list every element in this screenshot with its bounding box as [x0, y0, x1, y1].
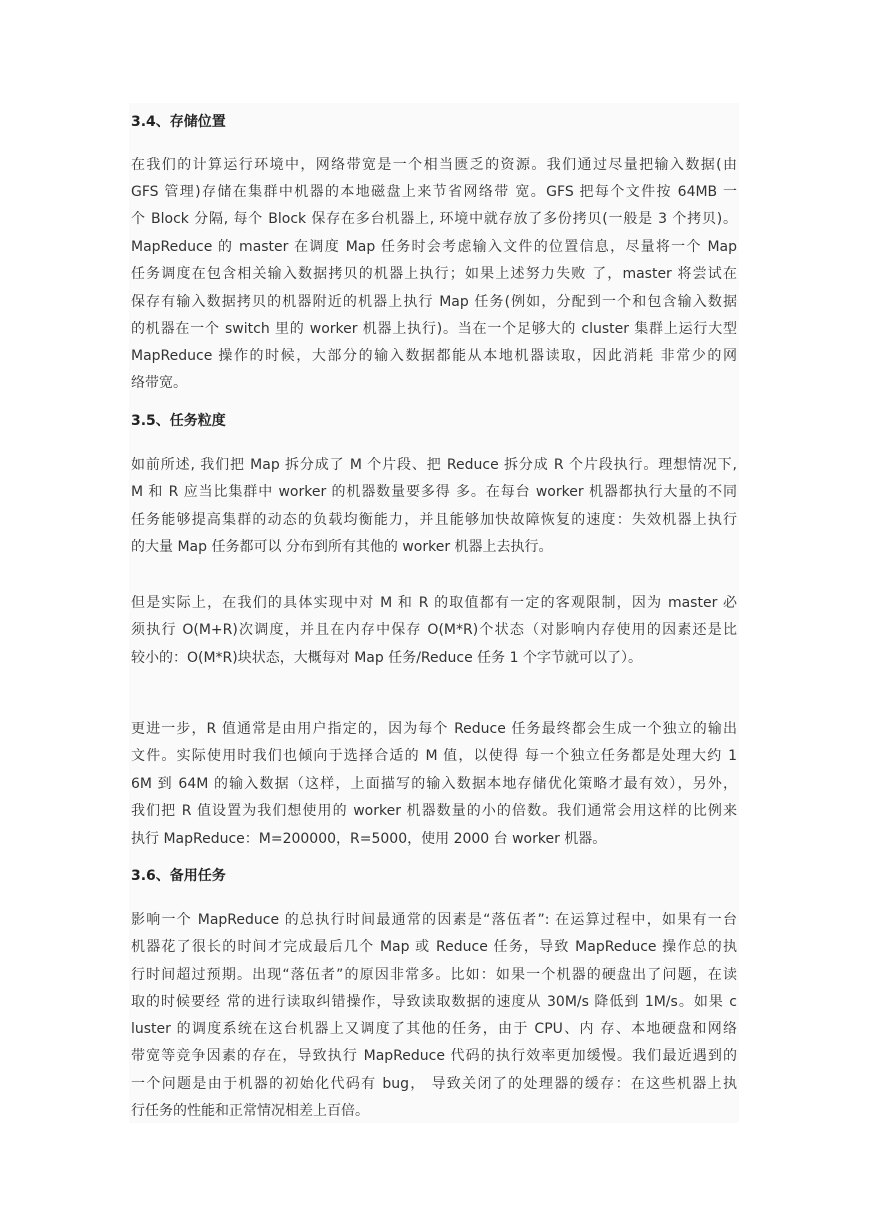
paragraph-line: 机器花了很长的时间才完成最后几个 Map 或 Reduce 任务，导致 MapReduce 操作总的执: [131, 939, 737, 955]
paragraph-line: 如前所述, 我们把 Map 拆分成了 M 个片段、把 Reduce 拆分成 R 个片段执行。理想情况下,: [131, 457, 737, 473]
paragraph-line: 较小的：O(M*R)块状态，大概每对 Map 任务/Reduce 任务 1 个字节就可以了）。: [131, 650, 642, 666]
paragraph-line: GFS 管理)存储在集群中机器的本地磁盘上来节省网络带 宽。GFS 把每个文件按 64MB 一: [131, 184, 737, 200]
paragraph-line: 6M 到 64M 的输入数据（这样，上面描写的输入数据本地存储优化策略才最有效），另外，: [131, 776, 737, 792]
paragraph-line: 任务能够提高集群的动态的负载均衡能力，并且能够加快故障恢复的速度：失效机器上执行: [131, 512, 737, 528]
paragraph-line: 在我们的计算运行环境中，网络带宽是一个相当匮乏的资源。我们通过尽量把输入数据(由: [131, 157, 737, 173]
section-heading-3-5: 3.5、任务粒度: [131, 413, 226, 429]
paragraph-line: 的大量 Map 任务都可以 分布到所有其他的 worker 机器上去执行。: [131, 539, 553, 555]
paragraph-line: 的机器在一个 switch 里的 worker 机器上执行)。当在一个足够大的 cluster 集群上运行大型: [131, 321, 737, 337]
paragraph-line: 但是实际上，在我们的具体实现中对 M 和 R 的取值都有一定的客观限制，因为 master 必: [131, 595, 737, 611]
paragraph-line: 保存有输入数据拷贝的机器附近的机器上执行 Map 任务(例如，分配到一个和包含输入数据: [131, 294, 737, 310]
paragraph-line: 更进一步，R 值通常是由用户指定的，因为每个 Reduce 任务最终都会生成一个独立的输出: [131, 721, 737, 737]
paragraph-line: 一个问题是由于机器的初始化代码有 bug， 导致关闭了的处理器的缓存：在这些机器上执: [131, 1076, 737, 1092]
paragraph-line: 行任务的性能和正常情况相差上百倍。: [131, 1103, 369, 1119]
paragraph-line: M 和 R 应当比集群中 worker 的机器数量要多得 多。在每台 worker 机器都执行大量的不同: [131, 484, 737, 500]
section-heading-3-4: 3.4、存储位置: [131, 114, 226, 130]
section-heading-3-6: 3.6、备用任务: [131, 868, 226, 884]
paragraph-line: 行时间超过预期。出现“落伍者”的原因非常多。比如：如果一个机器的硬盘出了问题，在读: [131, 967, 737, 983]
paragraph-line: 带宽等竞争因素的存在，导致执行 MapReduce 代码的执行效率更加缓慢。我们最近遇到的: [131, 1048, 737, 1064]
paragraph-line: MapReduce 的 master 在调度 Map 任务时会考虑输入文件的位置信息，尽量将一个 Map: [131, 239, 737, 255]
paragraph-line: MapReduce 操作的时候，大部分的输入数据都能从本地机器读取，因此消耗 非常少的网: [131, 348, 737, 364]
paragraph-line: 取的时候要经 常的进行读取纠错操作，导致读取数据的速度从 30M/s 降低到 1M/s。如果 c: [131, 994, 737, 1010]
paragraph-line: 任务调度在包含相关输入数据拷贝的机器上执行；如果上述努力失败 了，master 将尝试在: [131, 266, 737, 282]
paragraph-line: 个 Block 分隔, 每个 Block 保存在多台机器上, 环境中就存放了多份拷贝(一般是 3 个拷贝)。: [131, 211, 737, 227]
paragraph-line: 络带宽。: [131, 375, 187, 391]
paragraph-line: 我们把 R 值设置为我们想使用的 worker 机器数量的小的倍数。我们通常会用这样的比例来: [131, 803, 737, 819]
paragraph-line: 执行 MapReduce：M=200000，R=5000，使用 2000 台 worker 机器。: [131, 831, 607, 847]
paragraph-line: 须执行 O(M+R)次调度，并且在内存中保存 O(M*R)个状态（对影响内存使用的因素还是比: [131, 622, 737, 638]
paragraph-line: 影响一个 MapReduce 的总执行时间最通常的因素是“落伍者”: 在运算过程中，如果有一台: [131, 912, 737, 928]
paragraph-line: luster 的调度系统在这台机器上又调度了其他的任务，由于 CPU、内 存、本地硬盘和网络: [131, 1021, 737, 1037]
paragraph-line: 文件。实际使用时我们也倾向于选择合适的 M 值，以使得 每一个独立任务都是处理大约 1: [131, 748, 737, 764]
